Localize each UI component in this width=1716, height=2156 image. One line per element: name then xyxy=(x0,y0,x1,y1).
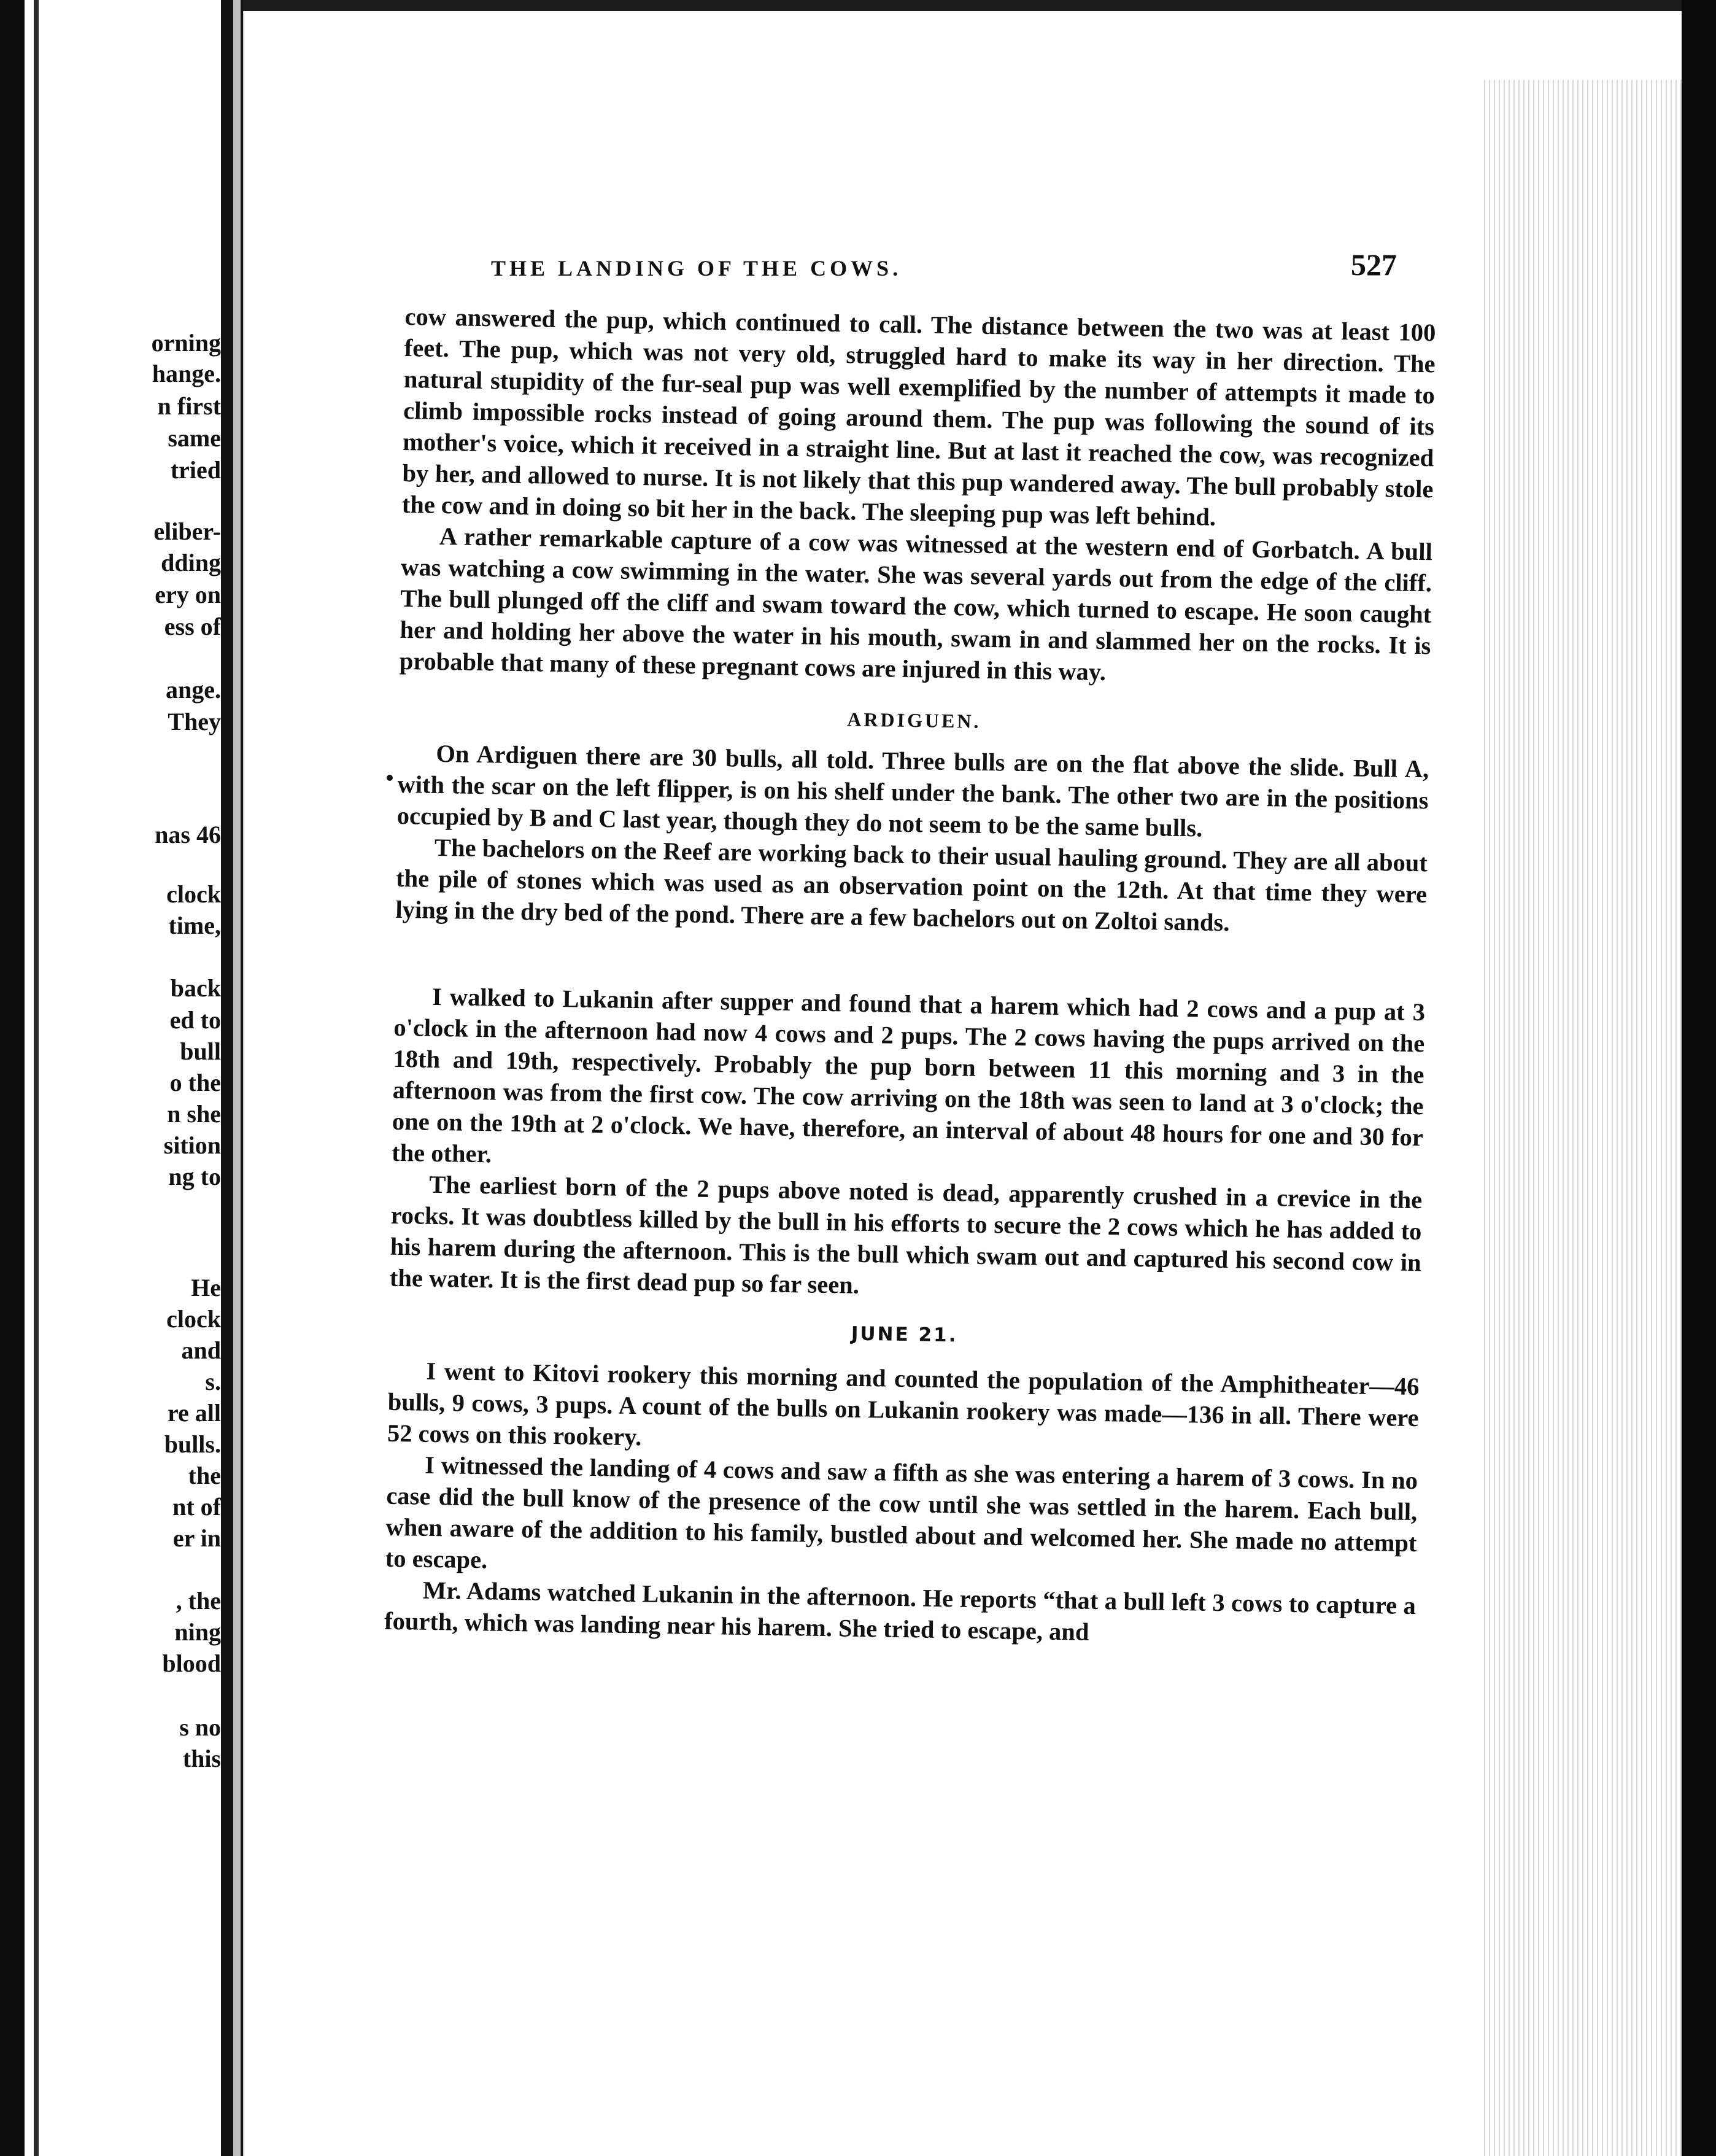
left-fragment: n she xyxy=(167,1100,221,1128)
left-fragment: s. xyxy=(205,1368,221,1395)
left-fragment: orning xyxy=(151,329,221,357)
left-fragment: back xyxy=(170,974,221,1002)
scan-border-right xyxy=(1682,0,1716,2156)
previous-page-strip xyxy=(0,0,221,2156)
left-fragment: eliber- xyxy=(153,518,221,545)
left-fragment: clock xyxy=(166,1305,221,1333)
paragraph: A rather remarkable capture of a cow was witnessed at the western end of Gorbatch. A bull was watching a cow swimming in the water. She was several yards out from the edge of the cliff. The bull plunged off the cliff and swam toward the cow, which turned to escape. He soon caught her and holding her above the water in his mouth, swam in and slammed her on the rocks. It is probable that many of these pregnant cows are injured in this way. xyxy=(399,522,1433,686)
left-fragment: They xyxy=(168,708,221,735)
left-fragment: ange. xyxy=(166,676,221,704)
left-fragment: ess of xyxy=(164,613,221,640)
left-fragment: the xyxy=(188,1462,221,1489)
left-fragment: dding xyxy=(161,549,221,576)
paragraph: cow answered the pup, which continued to call. The distance between the two was at least 100 feet. The pup, which was not very old, struggled hard to make its way in her direction. The natural stupidity of the fur-seal pup was well exemplified by the number of attempts it made to climb impossible rocks instead of going around them. The pup was following the sound of its mother's voice, which it received in a straight line. But at last it reached the cow, was recognized by her, and allowed to nurse. It is not likely that this pup wandered away. The bull probably stole the cow and in doing so bit her in the back. The sleeping pup was left behind. xyxy=(401,302,1436,531)
left-fragment: sition xyxy=(163,1131,221,1159)
left-fragment: s no xyxy=(179,1713,221,1741)
left-fragment: blood xyxy=(162,1650,221,1677)
page-stack-line xyxy=(34,0,39,2156)
paragraph: The earliest born of the 2 pups above noted is dead, apparently crushed in a crevice in the rocks. It was doubtless killed by the bull in his efforts to secure the 2 cows which he has added to his harem during the afternoon. This is the bull which swam out and captured his second cow in the water. It is the first dead pup so far seen. xyxy=(389,1170,1423,1299)
left-fragment: tried xyxy=(170,456,221,484)
running-head: THE LANDING OF THE COWS. xyxy=(491,256,902,281)
page-body xyxy=(384,301,1436,1653)
left-fragment: this xyxy=(182,1745,221,1772)
left-fragment: bull xyxy=(180,1037,221,1065)
left-fragment: ning xyxy=(174,1618,221,1646)
page-fore-edge xyxy=(1479,80,1683,2156)
scan-border-left xyxy=(0,0,25,2156)
paragraph: I went to Kitovi rookery this morning and counted the population of the Amphitheater—46 bulls, 9 cows, 3 pups. A count of the bulls on Lukanin rookery was made—136 in all. There were 52 cows on this rookery. xyxy=(387,1357,1420,1451)
left-fragment: bulls. xyxy=(164,1430,221,1458)
left-fragment: o the xyxy=(169,1069,221,1096)
left-fragment: nt of xyxy=(172,1493,221,1521)
paragraph: On Ardiguen there are 30 bulls, all told. Three bulls are on the flat above the slide. Bull A, with the scar on the left flipper, is on his shelf under the bank. The other two are in the positions occupied by B and C last year, though they do not seem to be the same bulls. xyxy=(396,739,1429,842)
left-fragment: hange. xyxy=(152,360,221,387)
left-fragment: and xyxy=(181,1336,221,1364)
left-fragment: n first xyxy=(157,392,221,420)
paragraph: I witnessed the landing of 4 cows and saw a fifth as she was entering a harem of 3 cows. In no case did the bull know of the presence of the cow until she was settled in the harem. Each bull, when aware of the addition to his family, bustled about and welcomed her. She made no attempt to escape. xyxy=(385,1451,1418,1574)
stray-mark xyxy=(387,775,393,781)
section-heading: ARDIGUEN. xyxy=(846,708,981,732)
gutter-highlight xyxy=(233,0,241,2156)
paragraph: The bachelors on the Reef are working back to their usual hauling ground. They are all about the pile of stones which was used as an observation point on the 12th. At that time they were lying in the dry bed of the pond. There are a few bachelors out on Zoltoi sands. xyxy=(395,833,1428,937)
left-fragment: ed to xyxy=(169,1006,221,1034)
left-fragment: nas 46 xyxy=(155,821,221,848)
page-number: 527 xyxy=(1351,247,1397,282)
left-fragment: time, xyxy=(168,912,221,939)
page-header xyxy=(491,247,1412,296)
paragraph: Mr. Adams watched Lukanin in the afternoon. He reports “that a bull left 3 cows to capture a fourth, which was landing near his harem. She tried to escape, and xyxy=(384,1576,1416,1646)
left-fragment: same xyxy=(168,424,221,452)
scan-border-top xyxy=(243,0,1716,11)
page-corner xyxy=(1479,11,1682,80)
left-fragment: He xyxy=(191,1274,221,1301)
left-fragment: ery on xyxy=(155,581,221,608)
left-fragment: ng to xyxy=(168,1163,221,1190)
left-fragment: er in xyxy=(172,1524,221,1552)
date-heading: JUNE 21. xyxy=(851,1322,958,1347)
paragraph: I walked to Lukanin after supper and found that a harem which had 2 cows and a pup at 3 o'clock in the afternoon had now 4 cows and 2 pups. The 2 cows having the pups arrived on the 18th and 19th, respectively. Probably the pup born between 11 this morning and 3 in the afternoon was from the first cow. The cow arriving on the 18th was seen to land at 3 o'clock; the one on the 19th at 2 o'clock. We have, therefore, an interval of about 48 hours for one and 30 for the other. xyxy=(391,982,1426,1168)
left-fragment: clock xyxy=(166,880,221,908)
left-fragment: , the xyxy=(176,1587,221,1615)
left-fragment: re all xyxy=(167,1399,221,1427)
